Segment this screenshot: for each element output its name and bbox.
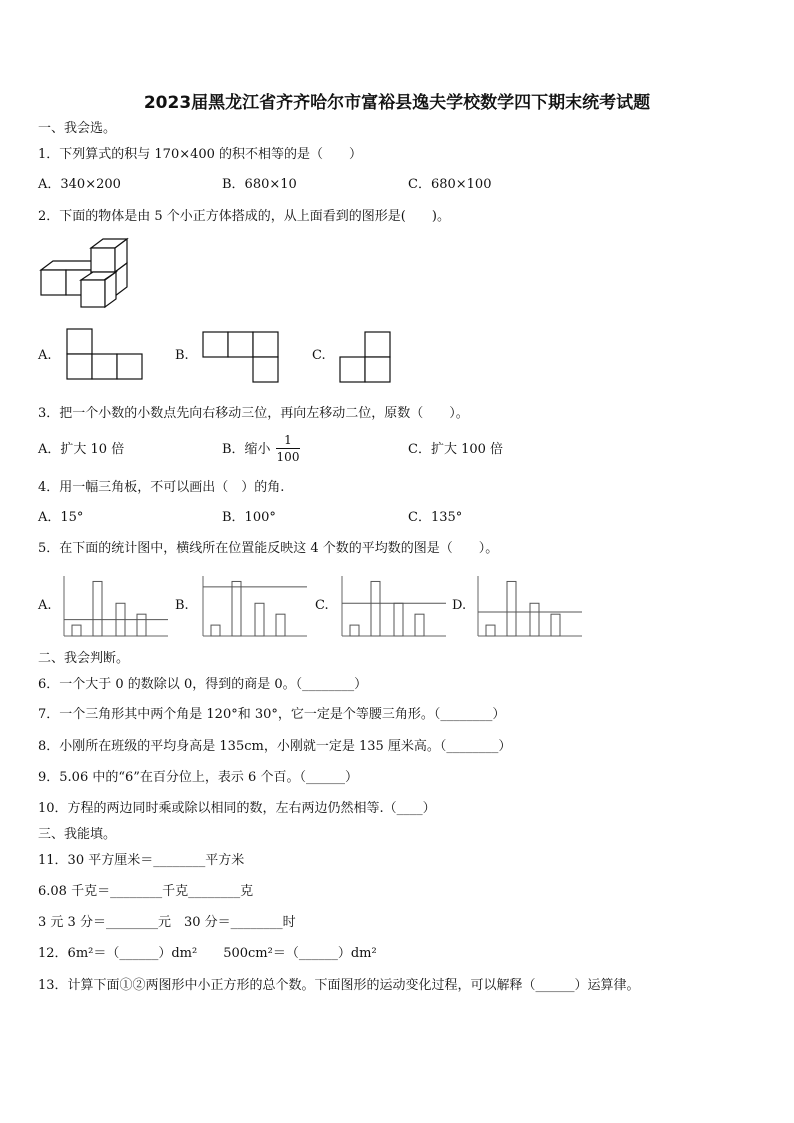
bar [415,614,424,636]
bar [211,625,220,636]
q5-chart-a [60,574,168,638]
bar [530,603,539,636]
bar [394,603,403,636]
cube-stack-figure [38,236,130,311]
question-8: 8．小刚所在班级的平均身高是 135cm，小刚就一定是 135 厘米高。（________） [38,739,512,754]
q5-chart-c [338,574,446,638]
bar [507,581,516,636]
section-3-heading: 三、我能填。 [38,827,117,842]
bar [232,581,241,636]
q1-option-b[interactable]: B．680×10 [222,177,297,192]
bar [486,625,495,636]
q3-option-b[interactable]: B．缩小 [222,442,271,457]
q5-chart-b [199,574,307,638]
bar [551,614,560,636]
question-11-part-1: 11．30 平方厘米＝________平方米 [38,853,245,868]
q5-option-b-label[interactable]: B. [175,598,189,613]
question-12: 12．6m²＝（______）dm² 500cm²＝（______）dm² [38,946,377,961]
question-7: 7．一个三角形其中两个角是 120°和 30°，它一定是个等腰三角形。（________） [38,707,506,722]
question-6: 6．一个大于 0 的数除以 0，得到的商是 0。（________） [38,677,368,692]
q4-option-a[interactable]: A．15° [38,510,84,525]
bar [137,614,146,636]
q5-option-a-label[interactable]: A. [38,598,52,613]
section-1-heading: 一、我会选。 [38,121,117,136]
question-11-part-3: 3 元 3 分＝________元 30 分＝________时 [38,915,296,930]
bar [255,603,264,636]
question-9: 9．5.06 中的“6”在百分位上，表示 6 个百。（______） [38,770,358,785]
question-2: 2．下面的物体是由 5 个小正方体搭成的，从上面看到的图形是( )。 [38,209,450,224]
bar [72,625,81,636]
q4-option-c[interactable]: C．135° [408,510,463,525]
q1-option-c[interactable]: C．680×100 [408,177,492,192]
q2-option-c-label[interactable]: C. [312,348,326,363]
bar [276,614,285,636]
q2-option-b-figure [202,331,280,383]
q2-option-a-figure [66,328,144,380]
q2-option-b-label[interactable]: B. [175,348,189,363]
question-3: 3．把一个小数的小数点先向右移动三位，再向左移动二位，原数（ ）。 [38,406,469,421]
section-2-heading: 二、我会判断。 [38,651,130,666]
bar [350,625,359,636]
bar [371,581,380,636]
question-11-part-2: 6.08 千克＝________千克________克 [38,884,254,899]
question-4: 4．用一幅三角板，不可以画出（ ）的角. [38,480,285,495]
q3-fraction-numerator: 1 [284,433,292,447]
q5-chart-d [474,574,582,638]
q2-option-a-label[interactable]: A. [38,348,52,363]
question-10: 10．方程的两边同时乘或除以相同的数，左右两边仍然相等.（____） [38,801,436,816]
page-title: 2023届黑龙江省齐齐哈尔市富裕县逸夫学校数学四下期末统考试题 [143,93,651,113]
q5-option-c-label[interactable]: C. [315,598,329,613]
q5-option-d-label[interactable]: D. [452,598,467,613]
q3-option-a[interactable]: A．扩大 10 倍 [38,442,125,457]
q4-option-b[interactable]: B．100° [222,510,276,525]
question-13: 13．计算下面①②两图形中小正方形的总个数。下面图形的运动变化过程，可以解释（______）运算律。 [38,978,640,993]
bar [93,581,102,636]
q3-fraction-denominator: 100 [276,450,300,464]
question-5: 5．在下面的统计图中，横线所在位置能反映这 4 个数的平均数的图是（ ）。 [38,541,499,556]
q3-option-c[interactable]: C．扩大 100 倍 [408,442,504,457]
question-1: 1．下列算式的积与 170×400 的积不相等的是（ ） [38,147,363,162]
q2-option-c-figure [339,331,393,383]
q1-option-a[interactable]: A．340×200 [38,177,121,192]
q3-fraction [276,433,300,464]
